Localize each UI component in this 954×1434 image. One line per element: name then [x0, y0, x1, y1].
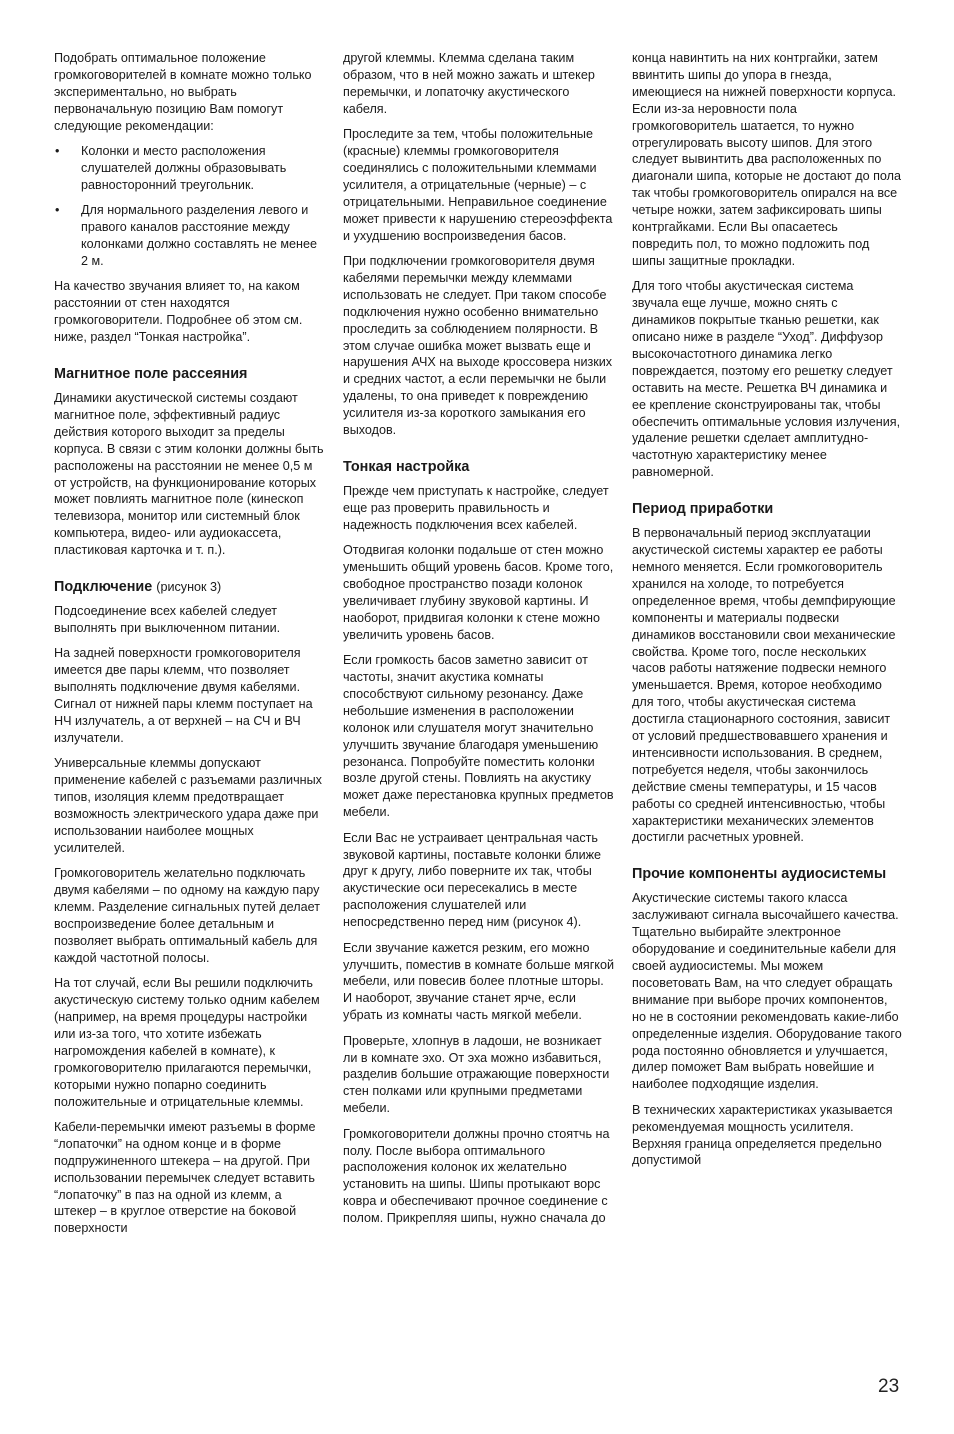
distance-paragraph: На качество звучания влияет то, на каком расстоянии от стен находятся громкоговорители. Подробнее об этом см. ниже, раздел “Тонкая настройка”. [54, 279, 303, 345]
other-components-paragraph: Акустические системы такого класса заслуживают сигнала высочайшего качества. Тщательно выбирайте электронное оборудование и соединительные кабели для своей аудиосистемы. Мы можем посоветовать Вам, на что следует обращать внимание при выборе прочих компонентов, но не в состоянии рекомендовать какие-либо определенные изделия. Оборудование такого рода постоянно обновляется и улучшается, дилер поможет Вам выбрать новейшие и наиболее подходящие изделия. [632, 891, 902, 1092]
column-middle [343, 50, 615, 1236]
page-number: 23 [878, 1376, 900, 1397]
connection-paragraph: Громкоговоритель желательно подключать двумя кабелями – по одному на каждую пару клемм. Разделение сигнальных путей делает воспроизведение более детальным и позволяет выбрать оптимальный кабель для каждой частотной полосы. [54, 866, 320, 965]
heading-connection-title: Подключение [54, 579, 153, 596]
grille-paragraph: Для того чтобы акустическая система звучала еще лучше, можно снять с динамиков покрытые тканью решетки, как описано ниже в разделе “Уход”. Диффузор высокочастотного динамика легко повреждается, поэтому его решетку следует оставить на месте. Решетка ВЧ динамика и ее крепление сконструированы так, чтобы обеспечить оптимальные условия излучения, удаление решетки сделает амплитудно-частотную характеристику менее равномерной. [632, 279, 901, 480]
connection-paragraph: Универсальные клеммы допускают применение кабелей с разъемами различных типов, изоляция клемм предотвращает возможность электрического удара даже при использовании наиболее мощных усилителей. [54, 756, 322, 855]
bicable-paragraph: При подключении громкоговорителя двумя кабелями перемычки между клеммами использовать не следует. При таком способе подключения нужно особенно внимательно проследить за соблюдением полярности. В этом случае ошибка может вызвать еще и нарушения АЧХ на выходе кроссовера низких и средних частот, а если перемычки не были удалены, то она приведет к повреждению усилителя из-за короткого замыкания его выходов. [343, 253, 613, 438]
continued-paragraph: другой клеммы. Клемма сделана таким образом, что в ней можно зажать и штекер перемычки, и лопаточку акустического кабеля. [343, 51, 595, 116]
magnetic-paragraph: Динамики акустической системы создают магнитное поле, эффективный радиус действия которого выходит за пределы корпуса. В связи с этим колонки должны быть расположены на расстоянии не менее 0,5 м от устройств, на функционирование которых может повлиять магнитное поле (кинескоп телевизора, монитор или системный блок компьютера, видео- или аудиокассета, пластиковая карточка и т. п.). [54, 391, 324, 558]
connection-paragraph: На задней поверхности громкоговорителя имеется две пары клемм, что позволяет выполнять подключение двумя кабелями. Сигнал от нижней пары клемм поступает на НЧ излучатель, а от верхней – на СЧ и ВЧ излучатели. [54, 646, 313, 745]
column-right [632, 50, 902, 1178]
intro-paragraph: Подобрать оптимальное положение громкоговорителей в комнате можно только экспериментально, но выбрать первоначальную позицию Вам помогут следующие рекомендации: [54, 51, 312, 133]
continued-paragraph: конца навинтить на них контргайки, затем ввинтить шипы до упора в гнезда, имеющиеся на нижней поверхности корпуса. Если из-за неровности пола громкоговоритель шатается, то нужно отрегулировать высоту шипов. Для этого следует вывинтить два расположенных по диагонали шипа, которые не достают до пола так чтобы громкоговоритель опирался на все четыре ножки, затем зафиксировать шипы контргайками. Если Вы опасаетесь повредить пол, то можно подложить под шипы защитные прокладки. [632, 51, 902, 268]
fine-tuning-paragraph: Если громкость басов заметно зависит от частоты, значит акустика комнаты способствуют сильному резонансу. Даже небольшие изменения в расположении колонок или слушателя могут значительно улучшить звучание благодаря уменьшению резонанса. Попробуйте поместить колонки возле другой стены. Повлиять на акустику может даже перестановка крупных предметов мебели. [343, 653, 614, 820]
heading-other-components: Прочие компоненты аудиосистемы [632, 866, 887, 883]
column-left [54, 50, 326, 1246]
polarity-paragraph: Проследите за тем, чтобы положительные (красные) клеммы громкоговорителя соединялись с положительными клеммами усилителя, а отрицательные (черные) – с отрицательными. Неправильное соединение может привести к нарушению стереоэффекта и ухудшению воспроизведения басов. [343, 127, 613, 243]
fine-tuning-paragraph: Прежде чем приступать к настройке, следует еще раз проверить правильность и надежность подключения всех кабелей. [343, 483, 609, 532]
fine-tuning-paragraph: Если звучание кажется резким, его можно улучшить, поместив в комнате больше мягкой мебели, или повесив более плотные шторы. И наоборот, звучание станет ярче, если убрать из комнаты часть мягкой мебели. [343, 940, 614, 1023]
connection-paragraph: Подсоединение всех кабелей следует выполнять при выключенном питании. [54, 604, 281, 635]
heading-magnetic-field: Магнитное поле рассеяния [54, 366, 248, 382]
connection-paragraph: Кабели-перемычки имеют разъемы в форме “лопаточки” на одном конце и в форме подпружиненного штекера – на другой. При использовании перемычек следует вставить “лопаточку” в паз на одной из клемм, а штекер – в круглое отверстие на боковой поверхности [54, 1119, 316, 1236]
placement-list [54, 143, 326, 270]
fine-tuning-paragraph: Отодвигая колонки подальше от стен можно уменьшить общий уровень басов. Кроме того, свободное пространство позади колонок увеличивает глубину звуковой картины. И наоборот, придвигая колонки к стене можно увеличить уровень басов. [343, 543, 614, 642]
list-item: • Колонки и место расположения слушателей должны образовывать равносторонний треугольник. [54, 143, 326, 194]
heading-fine-tuning: Тонкая настройка [343, 458, 470, 475]
heading-connection [54, 579, 326, 596]
list-item: • Для нормального разделения левого и правого каналов расстояние между колонками должно составлять не менее 2 м. [54, 202, 326, 270]
break-in-paragraph: В первоначальный период эксплуатации акустической системы характер ее работы немного меняется. Если громкоговоритель хранился на холоде, то потребуется определенное время, чтобы демпфирующие компоненты и материалы подвески динамиков восстановили свои механические свойства. Кроме того, после нескольких часов работы натяжение подвески немного уменьшается. Время, которое необходимо для того, чтобы акустическая система достигла стационарного состояния, зависит от условий предшествовавшего хранения и интенсивности использования. В среднем, потребуется неделя, чтобы закончилось действие смены температуры, и 15 часов работы со средней интенсивностью, чтобы характеристики механических элементов достигли расчетных уровней. [632, 526, 896, 845]
fine-tuning-paragraph: Если Вас не устраивает центральная часть звуковой картины, поставьте колонки ближе друг к другу, либо поверните их так, чтобы акустические оси пересекались в месте расположения слушателей или непосредственно перед ним (рисунок 4). [343, 830, 602, 930]
connection-paragraph: На тот случай, если Вы решили подключить акустическую систему только одним кабелем (например, на время процедуры настройки или из-за того, что хотите избежать нагромождения кабелей в комнате), к громкоговорителю прилагаются перемычки, которыми нужно попарно соединить положительные и отрицательные клеммы. [54, 976, 320, 1109]
other-components-paragraph: В технических характеристиках указывается рекомендуемая мощность усилителя. Верхняя граница определяется предельно допустимой [632, 1102, 893, 1168]
heading-break-in: Период приработки [632, 501, 774, 518]
fine-tuning-paragraph: Проверьте, хлопнув в ладоши, не возникает ли в комнате эхо. От эха можно избавиться, разделив большие отражающие поверхности стен полками или крупными предметами мебели. [343, 1033, 610, 1116]
fine-tuning-paragraph: Громкоговорители должны прочно стоятчь на полу. После выбора оптимального расположения колонок их желательно установить на шипы. Шипы протыкают ворс ковра и обеспечивают прочное соединение с полом. Прикрепляя шипы, нужно сначала до [343, 1126, 610, 1226]
heading-connection-note: (рисунок 3) [156, 580, 222, 595]
